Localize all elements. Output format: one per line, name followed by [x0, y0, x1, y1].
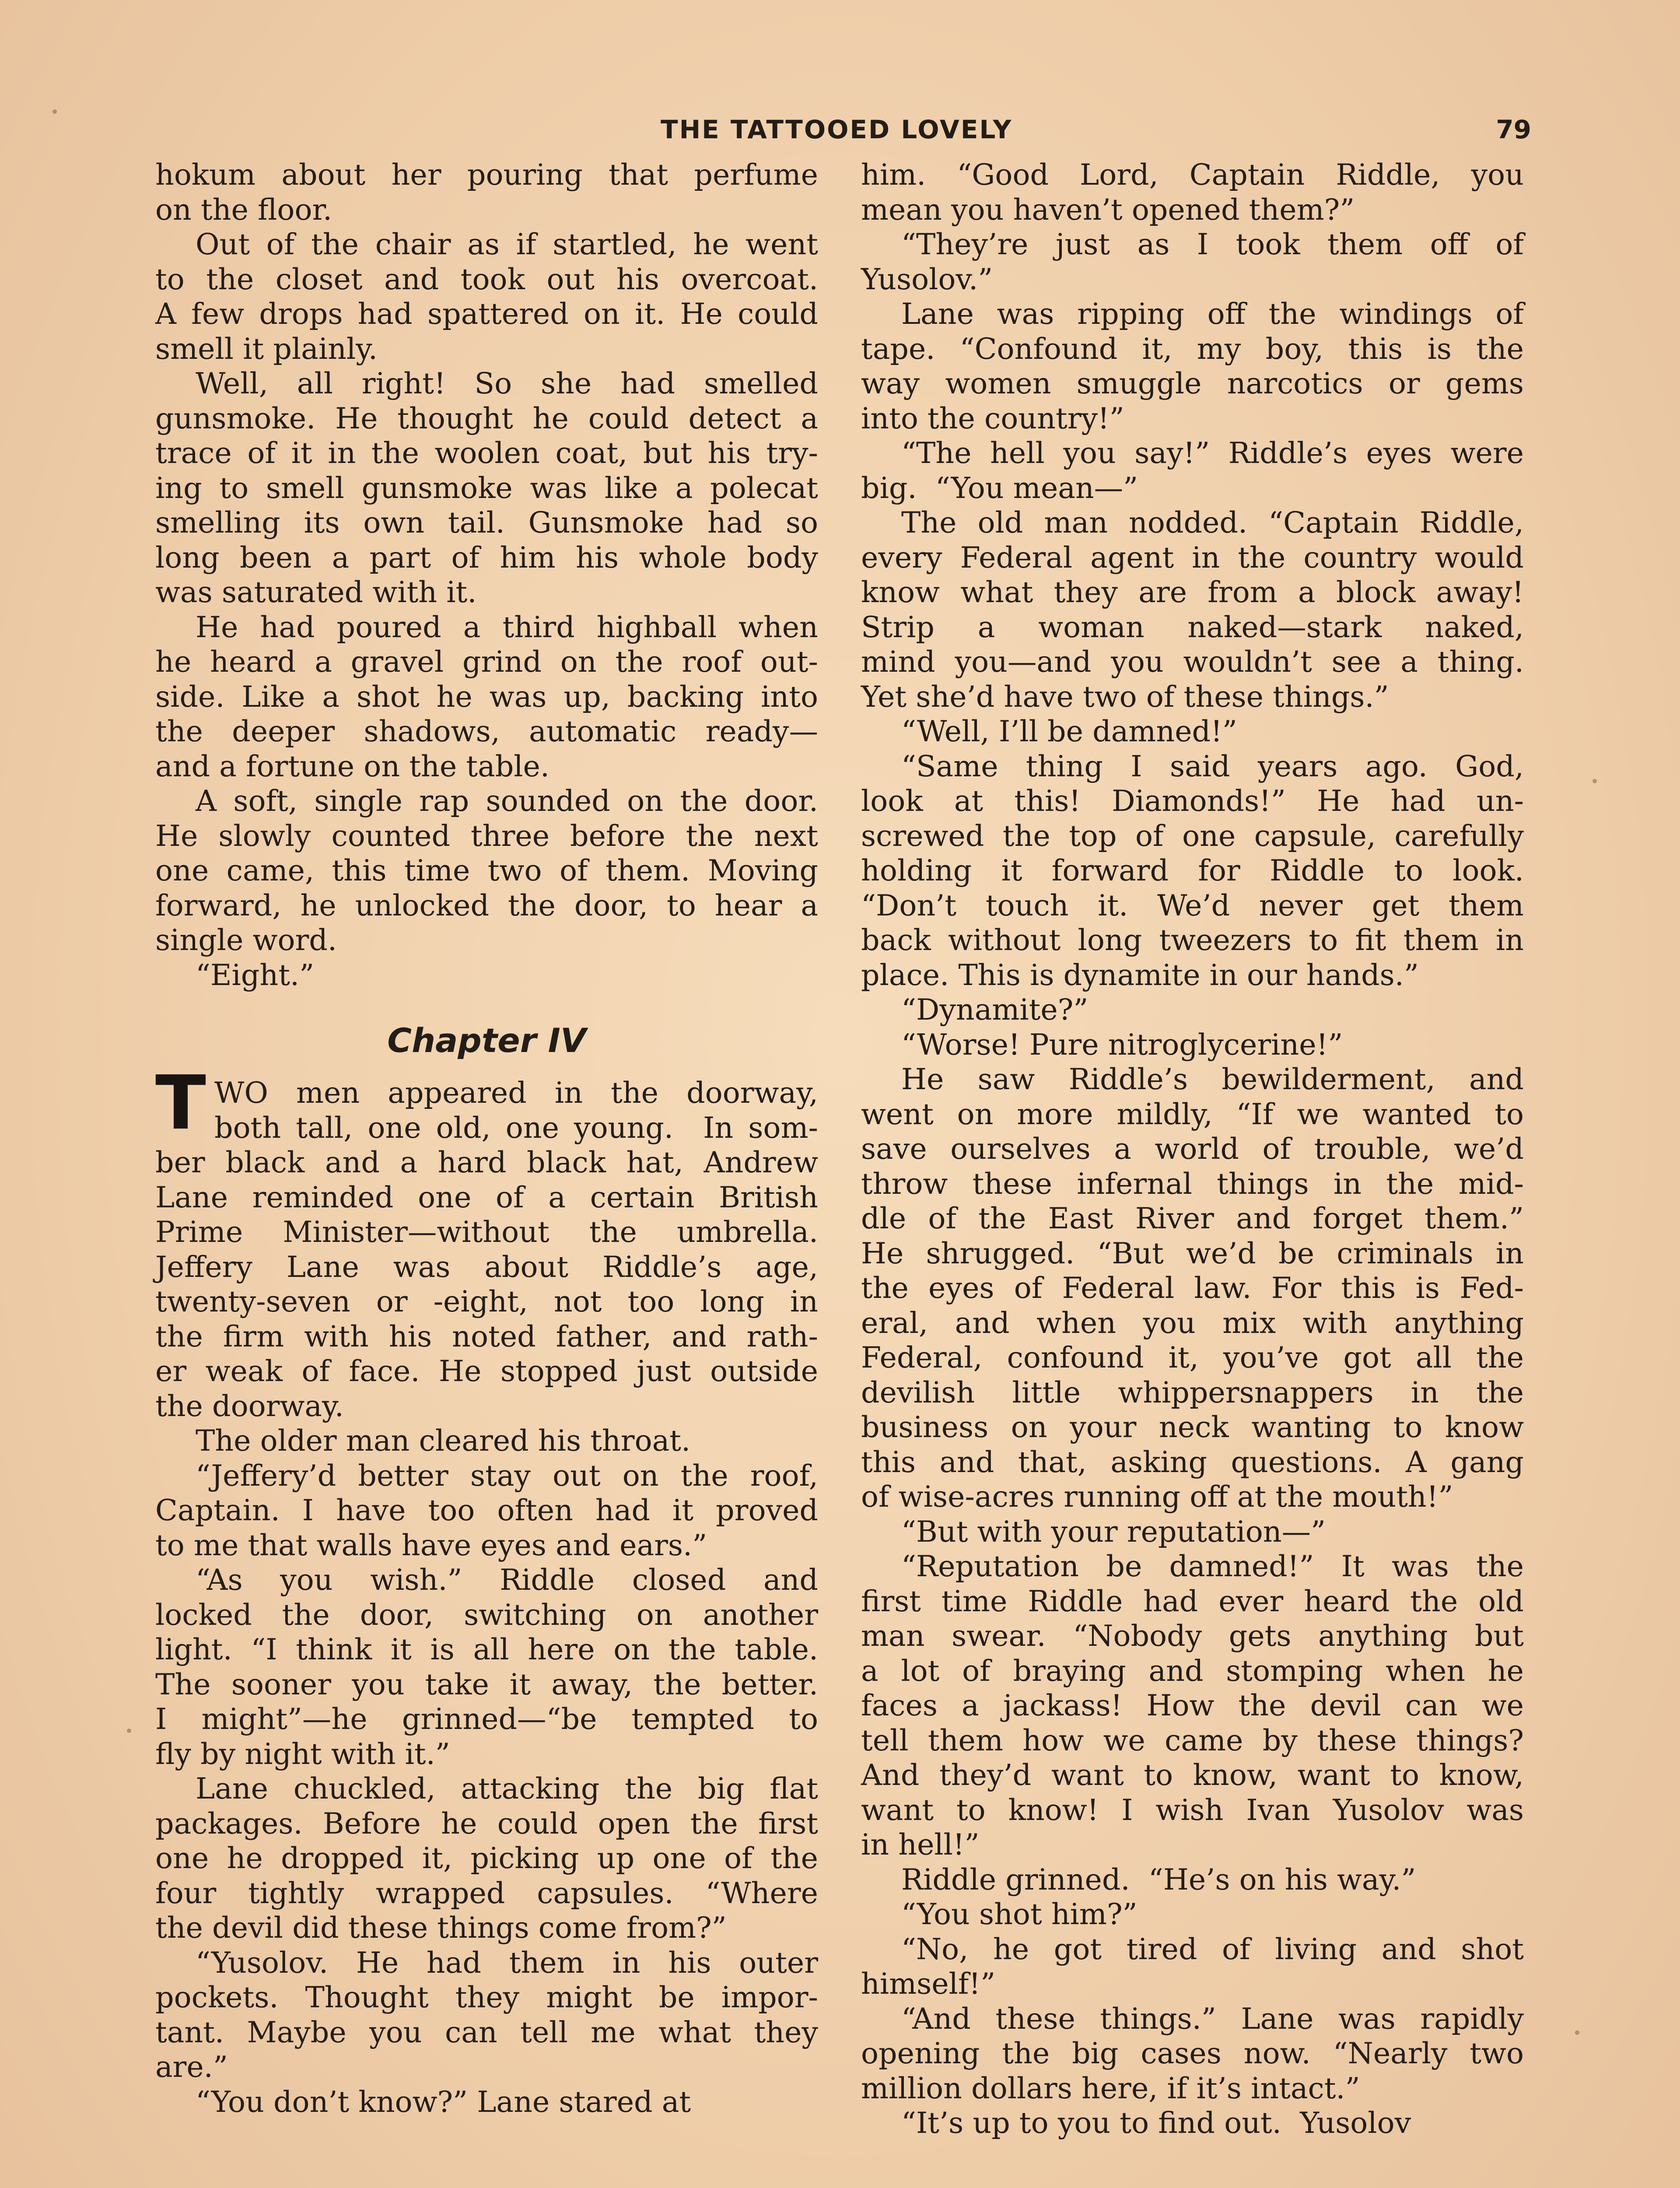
page-number: 79 — [1496, 115, 1531, 144]
text-line: fly by night with it.” — [155, 1736, 450, 1771]
text-line: the devil did these things come from?” — [155, 1911, 727, 1945]
text-line: “Worse! Pure nitroglycerine!” — [901, 1027, 1343, 1062]
text-line: “Reputation be damned!” It was the — [901, 1549, 1524, 1583]
text-line: man swear. “Nobody gets anything but — [861, 1619, 1524, 1653]
text-line: place. This is dynamite in our hands.” — [861, 957, 1419, 992]
text-line: pockets. Thought they might be impor- — [155, 1980, 818, 2014]
text-line: Jeffery Lane was about Riddle’s age, — [155, 1249, 818, 1284]
text-line: tant. Maybe you can tell me what they — [155, 2015, 818, 2049]
text-line: twenty-seven or -eight, not too long in — [155, 1284, 818, 1318]
text-line: first time Riddle had ever heard the old — [861, 1584, 1524, 1618]
text-line: look at this! Diamonds!” He had un- — [861, 784, 1524, 818]
text-line: faces a jackass! How the devil can we — [861, 1688, 1524, 1722]
text-line: Lane chuckled, attacking the big flat — [196, 1771, 818, 1806]
text-line: “Well, I’ll be damned!” — [901, 714, 1237, 748]
text-line: side. Like a shot he was up, backing into — [155, 679, 818, 714]
text-line: The older man cleared his throat. — [196, 1424, 691, 1458]
text-line: the doorway. — [155, 1389, 344, 1423]
text-line: hokum about her pouring that perfume — [155, 158, 818, 192]
text-line: the deeper shadows, automatic ready— — [155, 714, 818, 748]
text-line: “The hell you say!” Riddle’s eyes were — [901, 436, 1524, 470]
text-line: Lane was ripping off the windings of — [901, 297, 1524, 331]
chapter-heading: Chapter IV — [387, 1021, 586, 1060]
text-line: “Yusolov. He had them in his outer — [196, 1945, 818, 1980]
paper-speck — [52, 109, 57, 114]
text-line: locked the door, switching on another — [155, 1597, 818, 1632]
text-line: trace of it in the woolen coat, but his try- — [155, 436, 818, 470]
text-line: “And these things.” Lane was rapidly — [901, 2001, 1524, 2036]
text-line: “You don’t know?” Lane stared at — [196, 2084, 691, 2119]
text-line: He shrugged. “But we’d be criminals in — [861, 1236, 1524, 1270]
right-column-text — [861, 158, 1524, 2141]
text-line: back without long tweezers to fit them in — [861, 923, 1524, 957]
paper-speck — [127, 1729, 131, 1733]
text-line: holding it forward for Riddle to look. — [861, 853, 1524, 887]
text-line: on the floor. — [155, 192, 332, 227]
text-line: one he dropped it, picking up one of the — [155, 1841, 818, 1875]
text-line: opening the big cases now. “Nearly two — [861, 2036, 1524, 2070]
text-line: A few drops had spattered on it. He could — [155, 297, 818, 331]
text-line: want to know! I wish Ivan Yusolov was — [861, 1792, 1524, 1827]
text-line: “Same thing I said years ago. God, — [901, 749, 1524, 783]
text-line: smell it plainly. — [155, 331, 378, 366]
text-line: ber black and a hard black hat, Andrew — [155, 1145, 818, 1179]
text-line: “Dynamite?” — [901, 992, 1088, 1027]
text-line: and a fortune on the table. — [155, 749, 550, 783]
chapter-opening — [155, 1060, 818, 2119]
text-line: the eyes of Federal law. For this is Fed- — [861, 1271, 1524, 1305]
text-line: Lane reminded one of a certain British — [155, 1180, 818, 1214]
text-line: are.” — [155, 2050, 228, 2084]
text-line: “But with your reputation—” — [901, 1514, 1326, 1549]
text-line: light. “I think it is all here on the table. — [155, 1632, 818, 1666]
left-column-text-bottom — [155, 1076, 818, 2119]
text-line: “Don’t touch it. We’d never get them — [861, 888, 1524, 922]
text-line: into the country!” — [861, 401, 1124, 435]
text-line: tell them how we came by these things? — [861, 1723, 1524, 1757]
drop-cap: T — [155, 1060, 206, 1147]
text-line: He had poured a third highball when — [196, 610, 818, 644]
paper-speck — [1592, 779, 1597, 783]
text-line: this and that, asking questions. A gang — [861, 1445, 1524, 1479]
text-line: every Federal agent in the country would — [861, 540, 1524, 575]
right-column — [861, 158, 1524, 2141]
text-line: he heard a gravel grind on the roof out- — [155, 645, 818, 679]
text-line: He slowly counted three before the next — [155, 818, 818, 853]
text-line: Out of the chair as if startled, he went — [196, 227, 818, 261]
text-line: A soft, single rap sounded on the door. — [196, 784, 818, 818]
text-line: big. “You mean—” — [861, 470, 1138, 505]
page-header — [149, 115, 1531, 154]
left-column — [155, 158, 818, 2119]
text-line: save ourselves a world of trouble, we’d — [861, 1132, 1524, 1166]
text-line: dle of the East River and forget them.” — [861, 1201, 1524, 1235]
text-line: And they’d want to know, want to know, — [861, 1758, 1524, 1792]
text-line: himself!” — [861, 1967, 996, 2001]
text-line: smelling its own tail. Gunsmoke had so — [155, 505, 818, 540]
text-line: “Jeffery’d better stay out on the roof, — [196, 1458, 818, 1493]
text-line: “No, he got tired of living and shot — [901, 1932, 1524, 1966]
text-line: “They’re just as I took them off of — [901, 227, 1524, 261]
text-line: was saturated with it. — [155, 575, 477, 609]
text-line: Yusolov.” — [861, 262, 993, 296]
text-line: “As you wish.” Riddle closed and — [196, 1563, 818, 1597]
text-line: devilish little whippersnappers in the — [861, 1375, 1524, 1410]
text-line: to the closet and took out his overcoat. — [155, 262, 818, 296]
text-line: single word. — [155, 923, 337, 957]
text-line: packages. Before he could open the first — [155, 1806, 818, 1841]
text-line: screwed the top of one capsule, carefully — [861, 818, 1524, 853]
text-line: went on more mildly, “If we wanted to — [861, 1097, 1524, 1131]
text-line: million dollars here, if it’s intact.” — [861, 2071, 1360, 2105]
text-line: He saw Riddle’s bewilderment, and — [901, 1062, 1524, 1096]
text-line: tape. “Confound it, my boy, this is the — [861, 331, 1524, 366]
text-line: both tall, one old, one young. In som- — [214, 1110, 818, 1145]
text-line: in hell!” — [861, 1827, 980, 1862]
text-line: him. “Good Lord, Captain Riddle, you — [861, 158, 1524, 192]
text-line: one came, this time two of them. Moving — [155, 853, 818, 887]
text-line: mind you—and you wouldn’t see a thing. — [861, 645, 1524, 679]
text-line: the firm with his noted father, and rath- — [155, 1319, 818, 1353]
text-line: gunsmoke. He thought he could detect a — [155, 401, 818, 435]
text-line: “Eight.” — [196, 957, 315, 992]
text-line: four tightly wrapped capsules. “Where — [155, 1876, 818, 1910]
left-column-text-top — [155, 158, 818, 992]
text-line: er weak of face. He stopped just outside — [155, 1354, 818, 1388]
text-line: business on your neck wanting to know — [861, 1410, 1524, 1444]
text-line: forward, he unlocked the door, to hear a — [155, 888, 818, 922]
text-line: a lot of braying and stomping when he — [861, 1653, 1524, 1688]
paper-speck — [1575, 2030, 1579, 2035]
text-line: mean you haven’t opened them?” — [861, 192, 1355, 227]
text-line: Prime Minister—without the umbrella. — [155, 1215, 818, 1249]
text-line: Riddle grinned. “He’s on his way.” — [901, 1862, 1416, 1897]
text-line: The sooner you take it away, the better. — [155, 1667, 818, 1701]
text-line: of wise-acres running off at the mouth!” — [861, 1480, 1453, 1514]
text-line: long been a part of him his whole body — [155, 540, 818, 575]
text-line: Federal, confound it, you’ve got all the — [861, 1340, 1524, 1375]
text-line: The old man nodded. “Captain Riddle, — [901, 505, 1524, 540]
text-line: way women smuggle narcotics or gems — [861, 366, 1524, 400]
text-line: I might”—he grinned—“be tempted to — [155, 1702, 818, 1736]
text-line: Well, all right! So she had smelled — [196, 366, 818, 400]
text-line: Captain. I have too often had it proved — [155, 1493, 818, 1527]
text-line: Strip a woman naked—stark naked, — [861, 610, 1524, 644]
text-line: WO men appeared in the doorway, — [214, 1076, 818, 1110]
text-line: Yet she’d have two of these things.” — [861, 679, 1389, 714]
text-line: ing to smell gunsmoke was like a polecat — [155, 470, 818, 505]
text-line: eral, and when you mix with anything — [861, 1305, 1524, 1340]
text-line: to me that walls have eyes and ears.” — [155, 1528, 707, 1562]
text-line: throw these infernal things in the mid- — [861, 1166, 1524, 1201]
text-line: “It’s up to you to find out. Yusolov — [901, 2106, 1411, 2140]
text-line: know what they are from a block away! — [861, 575, 1524, 609]
text-line: “You shot him?” — [901, 1897, 1138, 1931]
running-title: THE TATTOOED LOVELY — [661, 115, 1013, 144]
